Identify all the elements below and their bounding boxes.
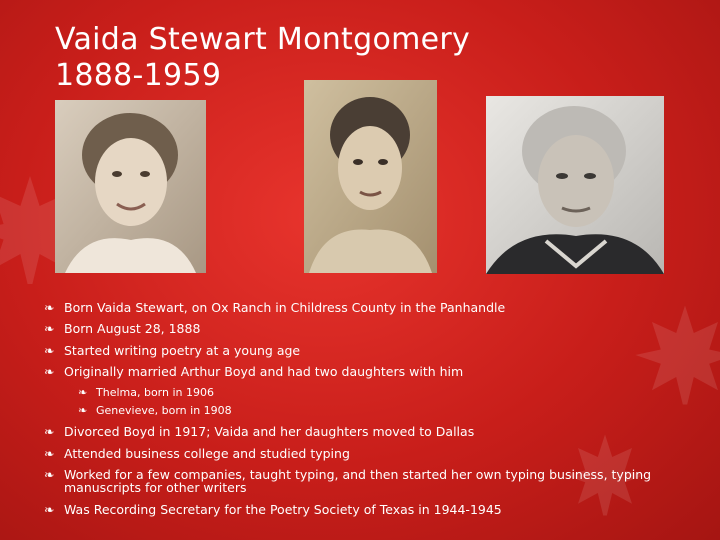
title-name: Vaida Stewart Montgomery: [55, 22, 471, 57]
slide-title: [55, 22, 515, 94]
bullet-text: Thelma, born in 1906: [96, 386, 214, 399]
bullet-text: Genevieve, born in 1908: [96, 404, 232, 417]
bullet-text: Born August 28, 1888: [64, 321, 201, 336]
bullet-text: Born Vaida Stewart, on Ox Ranch in Childress County in the Panhandle: [64, 300, 506, 315]
list-item: [44, 446, 350, 461]
maple-leaf-icon: [630, 300, 720, 410]
leaf-bullet-icon: ❧: [44, 446, 55, 461]
list-item: [44, 424, 475, 439]
bullet-text: Attended business college and studied typing: [64, 446, 350, 461]
portrait-photo-1: [55, 100, 206, 273]
leaf-bullet-icon: ❧: [44, 467, 55, 482]
bullet-text: Worked for a few companies, taught typing, and then started her own typing business, typing: [64, 467, 652, 482]
bullet-text: Originally married Arthur Boyd and had two daughters with him: [64, 364, 464, 379]
leaf-bullet-icon: ❧: [78, 404, 88, 417]
bullet-text: Was Recording Secretary for the Poetry Society of Texas in 1944-1945: [64, 502, 502, 517]
bullet-text: Divorced Boyd in 1917; Vaida and her daughters moved to Dallas: [64, 424, 475, 439]
leaf-bullet-icon: ❧: [44, 321, 55, 336]
bullet-text: Started writing poetry at a young age: [64, 343, 301, 358]
bullet-text-continued: manuscripts for other writers: [64, 480, 247, 495]
list-item: [44, 343, 301, 358]
leaf-bullet-icon: ❧: [44, 364, 55, 379]
leaf-bullet-icon: ❧: [44, 502, 55, 517]
leaf-bullet-icon: ❧: [44, 343, 55, 358]
list-item: [44, 321, 201, 336]
leaf-bullet-icon: ❧: [44, 424, 55, 439]
leaf-bullet-icon: ❧: [78, 386, 88, 399]
list-item: [44, 300, 506, 315]
list-item: [44, 502, 502, 517]
portrait-photo-3: [486, 96, 664, 274]
leaf-bullet-icon: ❧: [44, 300, 55, 315]
title-years: 1888-1959: [55, 58, 222, 93]
list-item: [44, 467, 652, 495]
list-item: [78, 386, 214, 399]
portrait-photo-2: [304, 80, 437, 273]
list-item: [78, 404, 232, 417]
list-item: [44, 364, 464, 379]
